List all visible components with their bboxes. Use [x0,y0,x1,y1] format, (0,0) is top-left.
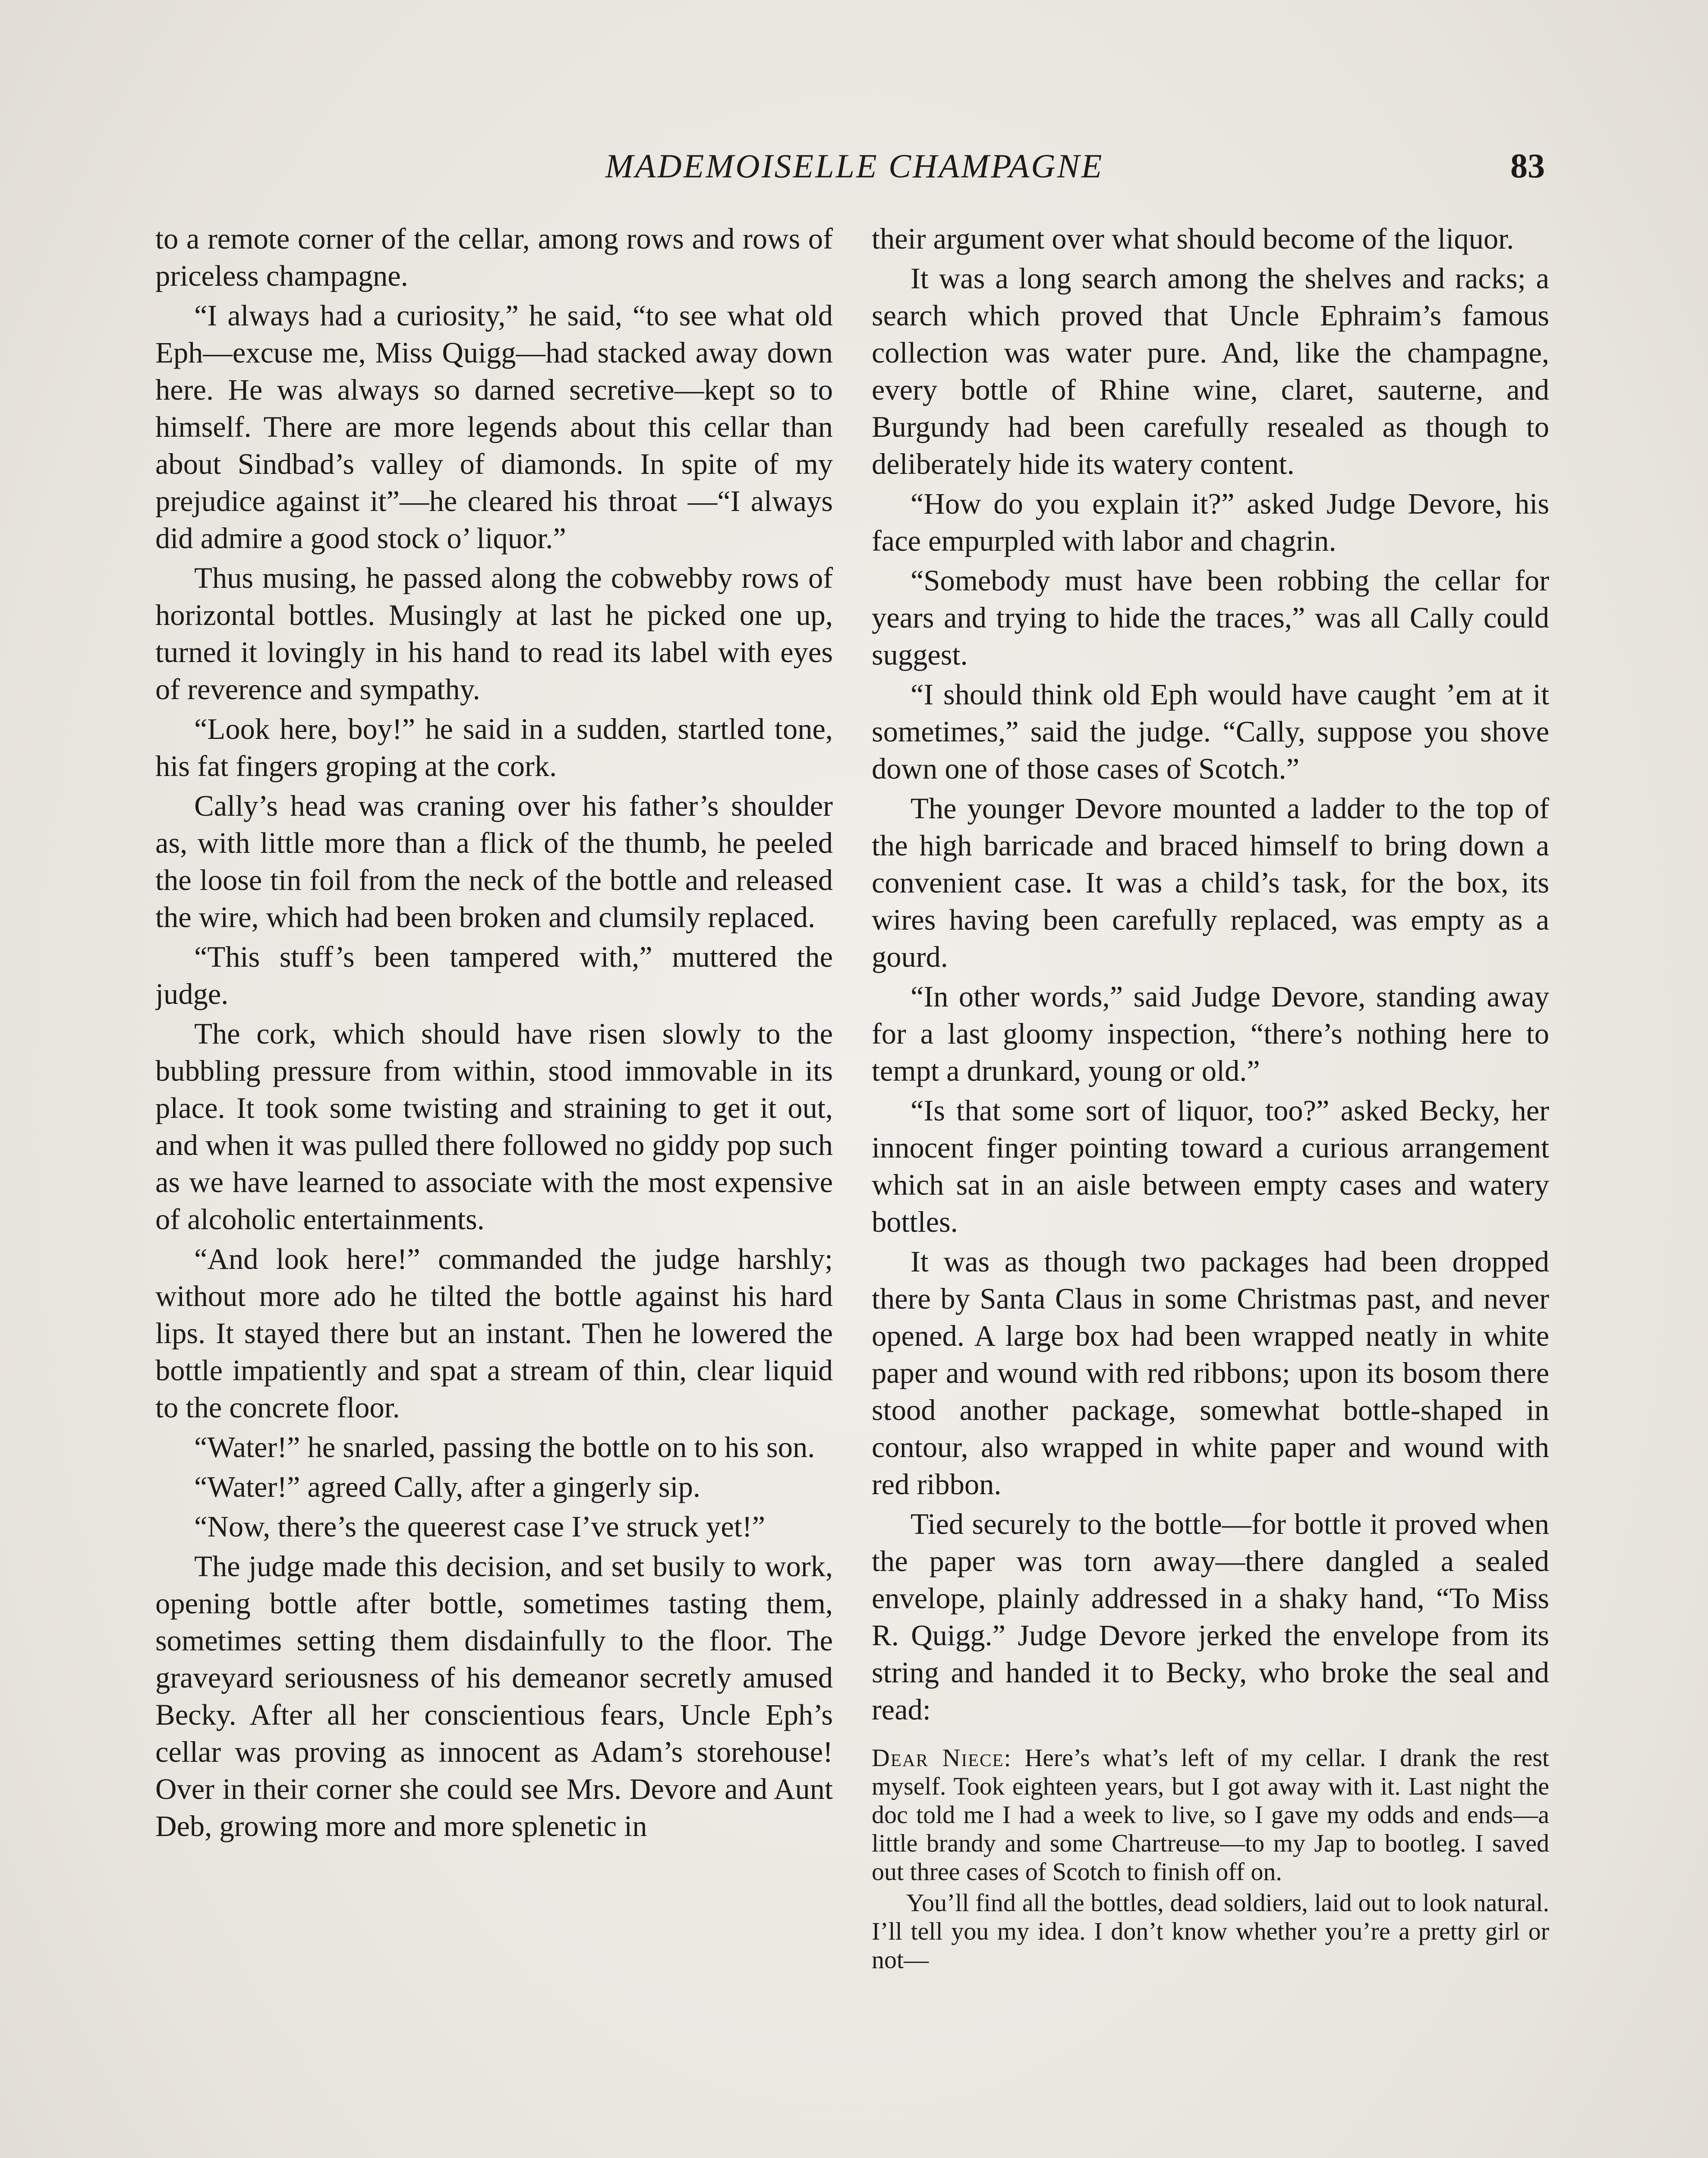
paragraph: “And look here!” commanded the judge harshly; without more ado he tilted the bottle against his hard lips. It stayed there but an instant. Then he lowered the bottle impatiently and spat a stream of thin, clear liquid to the concrete floor. [155,1243,833,1424]
letter-salutation: Dear Niece: [872,1744,1012,1772]
paragraph: “In other words,” said Judge Devore, standing away for a last gloomy inspection, “there’s nothing here to tempt a drunkard, young or old.” [872,980,1549,1087]
letter-paragraph: You’ll find all the bottles, dead soldiers, laid out to look natural. I’ll tell you my idea. I don’t know whether you’re a pretty girl or not— [872,1889,1549,1974]
paragraph: It was a long search among the shelves and racks; a search which proved that Uncle Ephraim’s famous collection was water pure. And, like the champagne, every bottle of Rhine wine, claret, sauterne, and Burgundy had been carefully resealed as though to deliberately hide its watery content. [872,262,1549,480]
paragraph: “Water!” agreed Cally, after a gingerly sip. [194,1470,700,1503]
running-title: MADEMOISELLE CHAMPAGNE [605,147,1104,185]
paragraph: “Water!” he snarled, passing the bottle on to his son. [194,1431,815,1464]
paragraph: “I always had a curiosity,” he said, “to see what old Eph—excuse me, Miss Quigg—had stacked away down here. He was always so darned secretive—kept so to himself. There are more legends about this cellar than about Sindbad’s valley of diamonds. In spite of my prejudice against it”—he cleared his throat —“I always did admire a good stock o’ liquor.” [155,299,833,555]
paragraph: Thus musing, he passed along the cobwebby rows of horizontal bottles. Musingly at last he picked one up, turned it lovingly in his hand to read its label with eyes of reverence and sympathy. [155,562,833,706]
paragraph: to a remote corner of the cellar, among rows and rows of priceless champagne. [155,222,833,292]
paragraph: “Is that some sort of liquor, too?” asked Becky, her innocent finger pointing toward a curious arrangement which sat in an aisle between empty cases and watery bottles. [872,1094,1549,1238]
paragraph: Cally’s head was craning over his father’s shoulder as, with little more than a flick of the thumb, he peeled the loose tin foil from the neck of the bottle and released the wire, which had been broken and clumsily replaced. [155,789,833,934]
paragraph: The cork, which should have risen slowly to the bubbling pressure from within, stood immovable in its place. It took some twisting and straining to get it out, and when it was pulled there followed no giddy pop such as we have learned to associate with the most expensive of alcoholic entertainments. [155,1017,833,1236]
page-number: 83 [1510,147,1545,185]
letter-paragraph [872,1744,1549,1886]
paragraph: The younger Devore mounted a ladder to the top of the high barricade and braced himself to bring down a convenient case. It was a child’s task, for the box, its wires having been carefully replaced, was empty as a gourd. [872,792,1549,973]
paragraph: Tied securely to the bottle—for bottle it proved when the paper was torn away—there dangled a sealed envelope, plainly addressed in a shaky hand, “To Miss R. Quigg.” Judge Devore jerked the envelope from its string and handed it to Becky, who broke the seal and read: [872,1508,1549,1726]
paragraph: their argument over what should become of the liquor. [872,222,1514,255]
paragraph: “How do you explain it?” asked Judge Devore, his face empurpled with labor and chagrin. [872,487,1549,557]
letter-text: Here’s what’s left of my cellar. I drank the rest myself. Took eighteen years, but I got away with it. Last night the doc told me I had a week to live, so I gave my odds and ends—a little brandy and some Chartreuse—to my Jap to bootleg. I saved out three cases of Scotch to finish off on. [872,1744,1549,1886]
paragraph: The judge made this decision, and set busily to work, opening bottle after bottle, sometimes tasting them, sometimes setting them disdainfully to the floor. The graveyard seriousness of his demeanor secretly amused Becky. After all her conscientious fears, Uncle Eph’s cellar was proving as innocent as Adam’s storehouse! Over in their corner she could see Mrs. Devore and Aunt Deb, growing more and more splenetic in [155,1550,833,1843]
left-column [155,220,833,2158]
paragraph: “Look here, boy!” he said in a sudden, startled tone, his fat fingers groping at the cork. [155,713,833,782]
paragraph: “This stuff’s been tampered with,” muttered the judge. [155,940,833,1010]
paragraph: “Now, there’s the queerest case I’ve struck yet!” [194,1510,766,1543]
paragraph: “I should think old Eph would have caught ’em at it sometimes,” said the judge. “Cally, suppose you shove down one of those cases of Scotch.” [872,678,1549,785]
paragraph: “Somebody must have been robbing the cellar for years and trying to hide the traces,” was all Cally could suggest. [872,564,1549,671]
paragraph: It was as though two packages had been dropped there by Santa Claus in some Christmas past, and never opened. A large box had been wrapped neatly in white paper and wound with red ribbons; upon its bosom there stood another package, somewhat bottle-shaped in contour, also wrapped in white paper and wound with red ribbon. [872,1245,1549,1501]
quoted-letter [872,1744,1549,1974]
page-header [155,142,1554,190]
right-column [872,220,1549,2158]
